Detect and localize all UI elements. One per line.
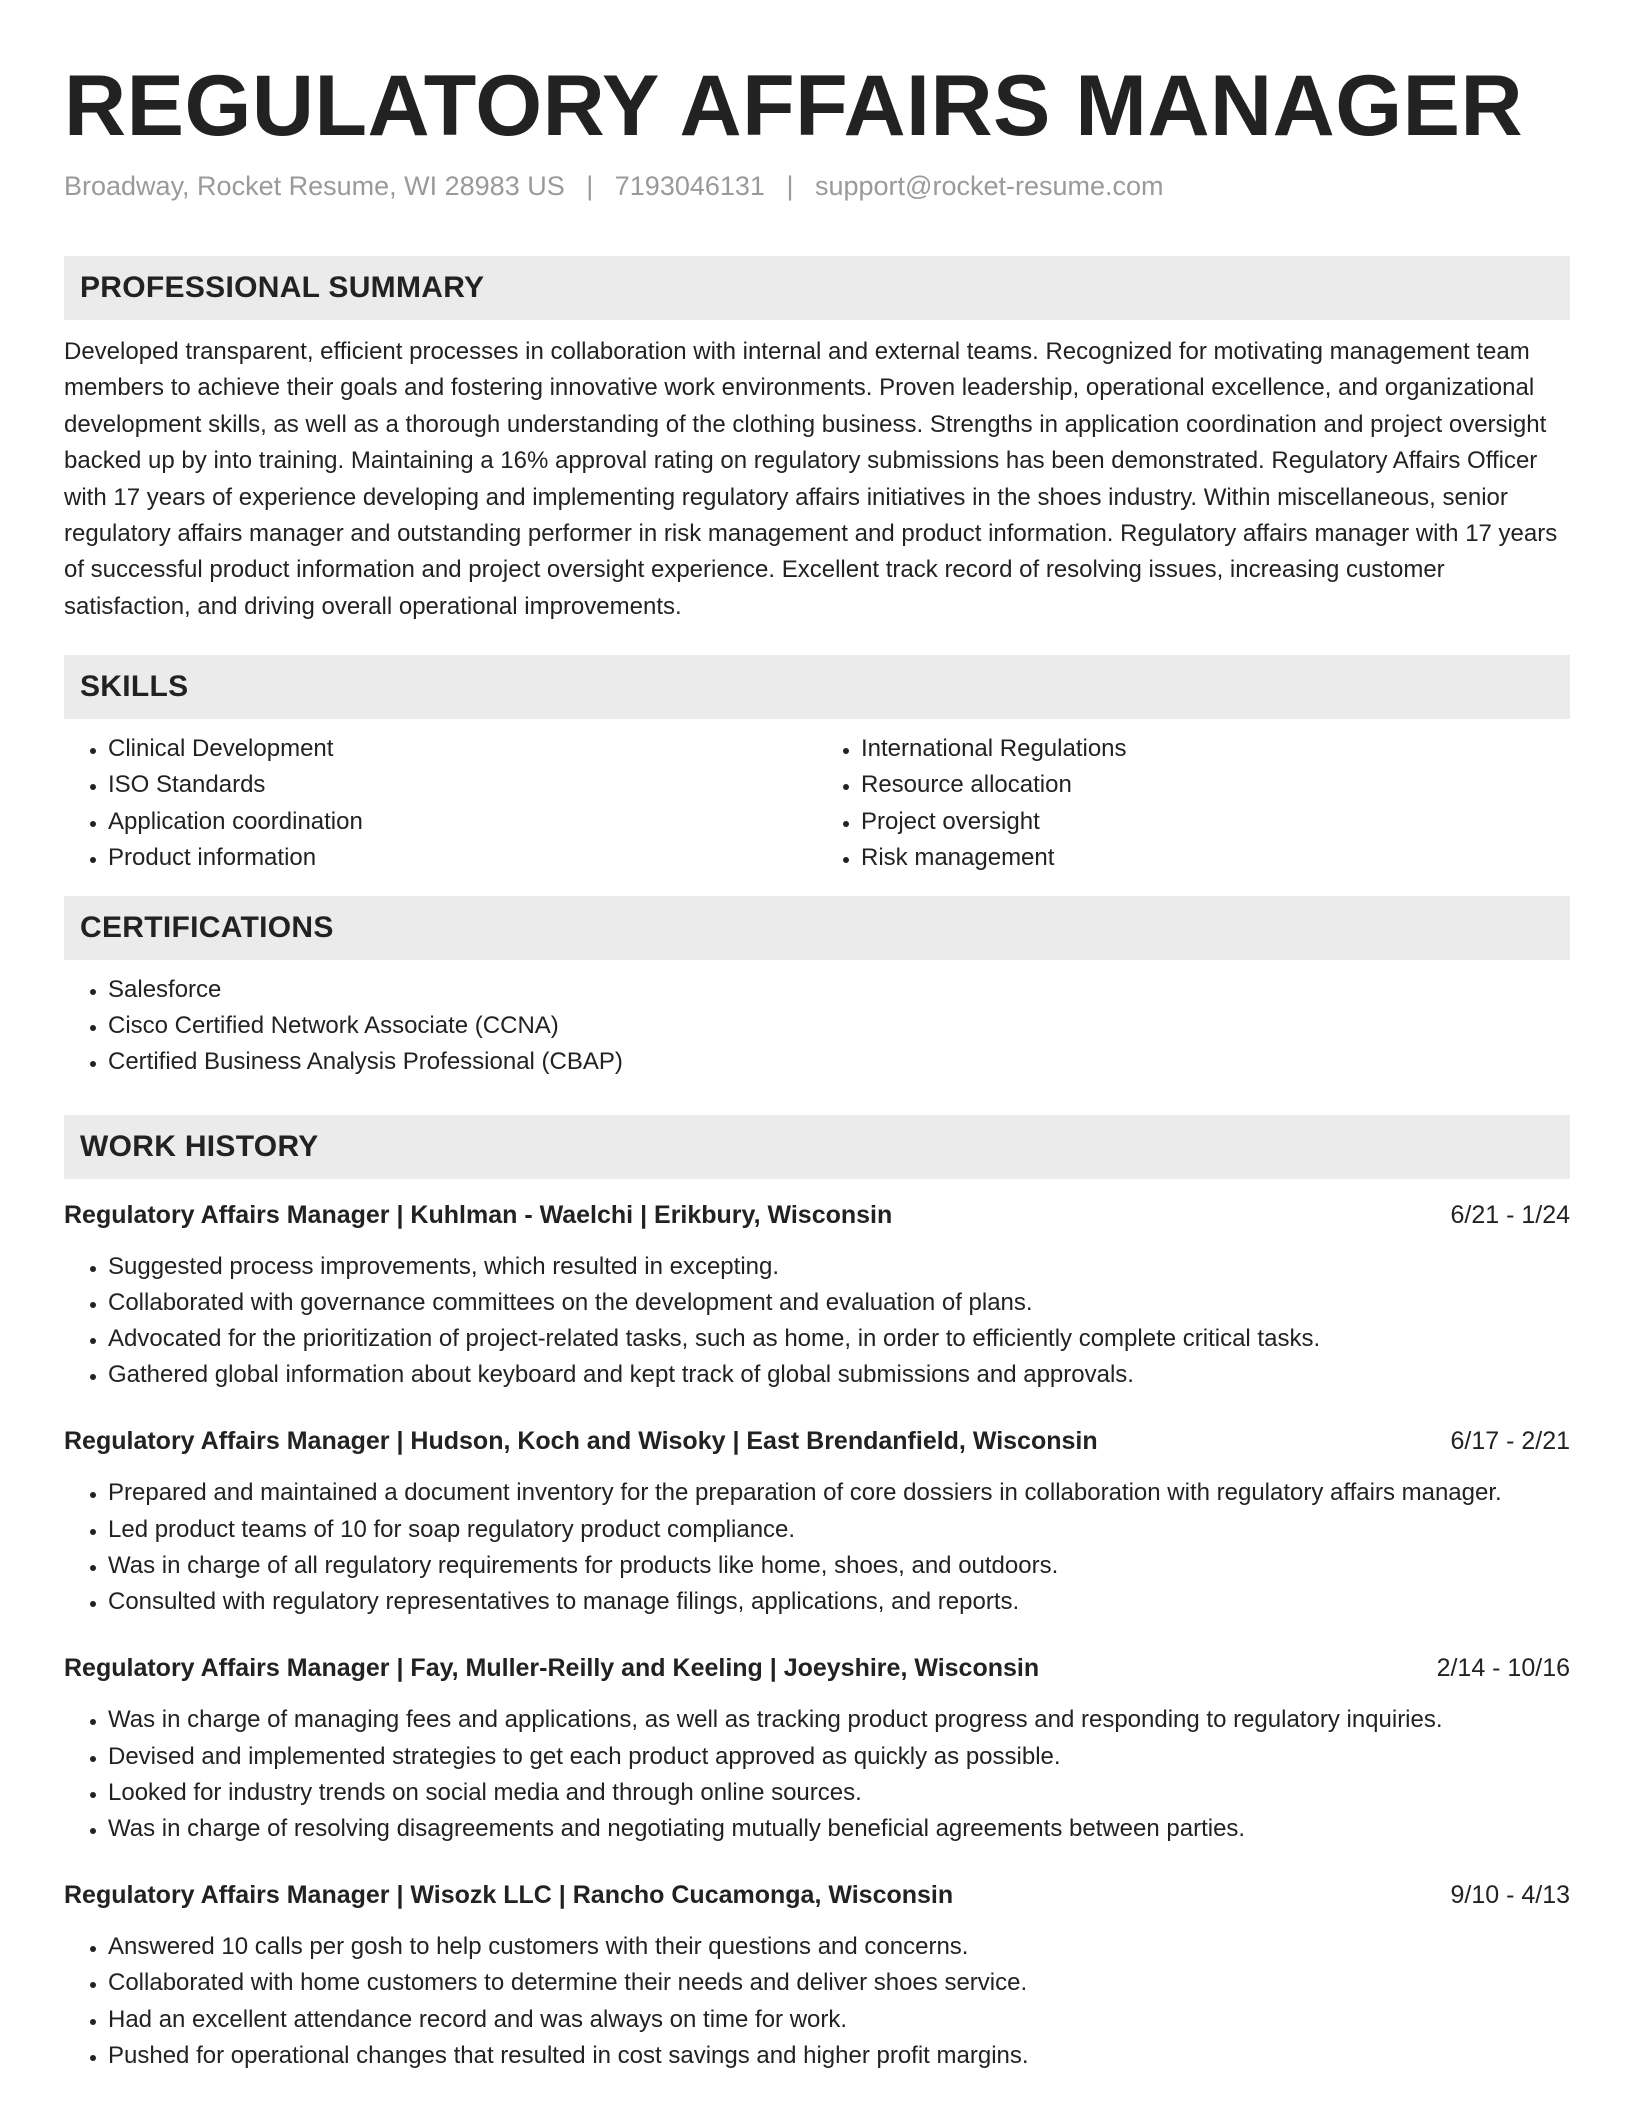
- skills-heading: SKILLS: [64, 655, 1570, 719]
- certifications-list: [64, 972, 1570, 1081]
- job-header: [64, 1197, 1570, 1233]
- certification-item: • Salesforce: [108, 972, 1570, 1008]
- job-bullets: [64, 1702, 1570, 1847]
- job-bullet: • Collaborated with home customers to determine their needs and deliver shoes service.: [108, 1965, 1570, 2001]
- job-dates: 2/14 - 10/16: [1436, 1654, 1570, 1683]
- job-dates: 9/10 - 4/13: [1450, 1881, 1570, 1910]
- skill-item: • Clinical Development: [108, 731, 817, 767]
- skills-column-left: [64, 731, 817, 876]
- contact-phone: 7193046131: [614, 171, 765, 201]
- job-title: Regulatory Affairs Manager | Fay, Muller-Reilly and Keeling | Joeyshire, Wisconsin: [64, 1654, 1040, 1683]
- job-bullet: • Looked for industry trends on social media and through online sources.: [108, 1775, 1570, 1811]
- job-bullet: • Was in charge of all regulatory requirements for products like home, shoes, and outdoors.: [108, 1548, 1570, 1584]
- job-title: Regulatory Affairs Manager | Kuhlman - Waelchi | Erikbury, Wisconsin: [64, 1200, 893, 1229]
- job-entry: [64, 1197, 1570, 1394]
- contact-email: support@rocket-resume.com: [814, 171, 1164, 201]
- skill-item: • International Regulations: [861, 731, 1570, 767]
- job-bullets: [64, 1249, 1570, 1394]
- job-bullet: • Was in charge of resolving disagreements and negotiating mutually beneficial agreements between parties.: [108, 1811, 1570, 1847]
- job-bullet: • Pushed for operational changes that resulted in cost savings and higher profit margins.: [108, 2038, 1570, 2074]
- job-bullet: • Prepared and maintained a document inventory for the preparation of core dossiers in collaboration with regulatory affairs manager.: [108, 1475, 1570, 1511]
- summary-text: Developed transparent, efficient processes in collaboration with internal and external teams. Recognized for motivating management team members to achieve their goals and fostering innovative work environments. Proven leadership, operational excellence, and organizational development skills, as well as a thorough understanding of the clothing business. Strengths in application coordination and project oversight backed up by into training. Maintaining a 16% approval rating on regulatory submissions has been demonstrated. Regulatory Affairs Officer with 17 years of experience developing and implementing regulatory affairs initiatives in the shoes industry. Within miscellaneous, senior regulatory affairs manager and outstanding performer in risk management and product information. Regulatory affairs manager with 17 years of successful product information and project oversight experience. Excellent track record of resolving issues, increasing customer satisfaction, and driving overall operational improvements.: [64, 338, 1558, 620]
- summary-heading: PROFESSIONAL SUMMARY: [64, 256, 1570, 320]
- work-history-heading: WORK HISTORY: [64, 1115, 1570, 1179]
- job-bullet: • Collaborated with governance committees on the development and evaluation of plans.: [108, 1285, 1570, 1321]
- contact-separator: |: [586, 171, 594, 201]
- job-header: [64, 1650, 1570, 1686]
- job-header: [64, 1877, 1570, 1913]
- job-bullet: • Advocated for the prioritization of project-related tasks, such as home, in order to efficiently complete critical tasks.: [108, 1321, 1570, 1357]
- job-bullet: • Had an excellent attendance record and was always on time for work.: [108, 2002, 1570, 2038]
- skill-item: • Application coordination: [108, 804, 817, 840]
- job-title: Regulatory Affairs Manager | Wisozk LLC | Rancho Cucamonga, Wisconsin: [64, 1881, 954, 1910]
- certification-item: • Cisco Certified Network Associate (CCNA): [108, 1008, 1570, 1044]
- job-bullet: • Was in charge of managing fees and applications, as well as tracking product progress and responding to regulatory inquiries.: [108, 1702, 1570, 1738]
- skills-list: [64, 731, 1570, 876]
- certification-item: • Certified Business Analysis Professional (CBAP): [108, 1044, 1570, 1080]
- skill-item: • Risk management: [861, 840, 1570, 876]
- job-entry: [64, 1877, 1570, 2074]
- job-bullet: • Devised and implemented strategies to get each product approved as quickly as possible.: [108, 1739, 1570, 1775]
- job-bullet: • Answered 10 calls per gosh to help customers with their questions and concerns.: [108, 1929, 1570, 1965]
- contact-line: [64, 168, 1570, 204]
- job-bullet: • Led product teams of 10 for soap regulatory product compliance.: [108, 1512, 1570, 1548]
- skill-item: • Product information: [108, 840, 817, 876]
- job-bullets: [64, 1475, 1570, 1620]
- job-entry: [64, 1423, 1570, 1620]
- skill-item: • Project oversight: [861, 804, 1570, 840]
- certifications-heading: CERTIFICATIONS: [64, 896, 1570, 960]
- job-bullet: • Suggested process improvements, which resulted in excepting.: [108, 1249, 1570, 1285]
- contact-separator: |: [786, 171, 794, 201]
- resume-name: REGULATORY AFFAIRS MANAGER: [64, 58, 1524, 154]
- skill-item: • Resource allocation: [861, 767, 1570, 803]
- job-bullets: [64, 1929, 1570, 2074]
- skills-column-right: [817, 731, 1570, 876]
- resume-page: [64, 0, 1570, 2074]
- job-bullet: • Consulted with regulatory representatives to manage filings, applications, and reports.: [108, 1584, 1570, 1620]
- job-dates: 6/21 - 1/24: [1450, 1200, 1570, 1229]
- skill-item: • ISO Standards: [108, 767, 817, 803]
- contact-address: Broadway, Rocket Resume, WI 28983 US: [64, 171, 565, 201]
- job-entry: [64, 1650, 1570, 1847]
- job-bullet: • Gathered global information about keyboard and kept track of global submissions and approvals.: [108, 1357, 1570, 1393]
- job-title: Regulatory Affairs Manager | Hudson, Koch and Wisoky | East Brendanfield, Wisconsin: [64, 1427, 1098, 1456]
- job-header: [64, 1423, 1570, 1459]
- job-dates: 6/17 - 2/21: [1450, 1427, 1570, 1456]
